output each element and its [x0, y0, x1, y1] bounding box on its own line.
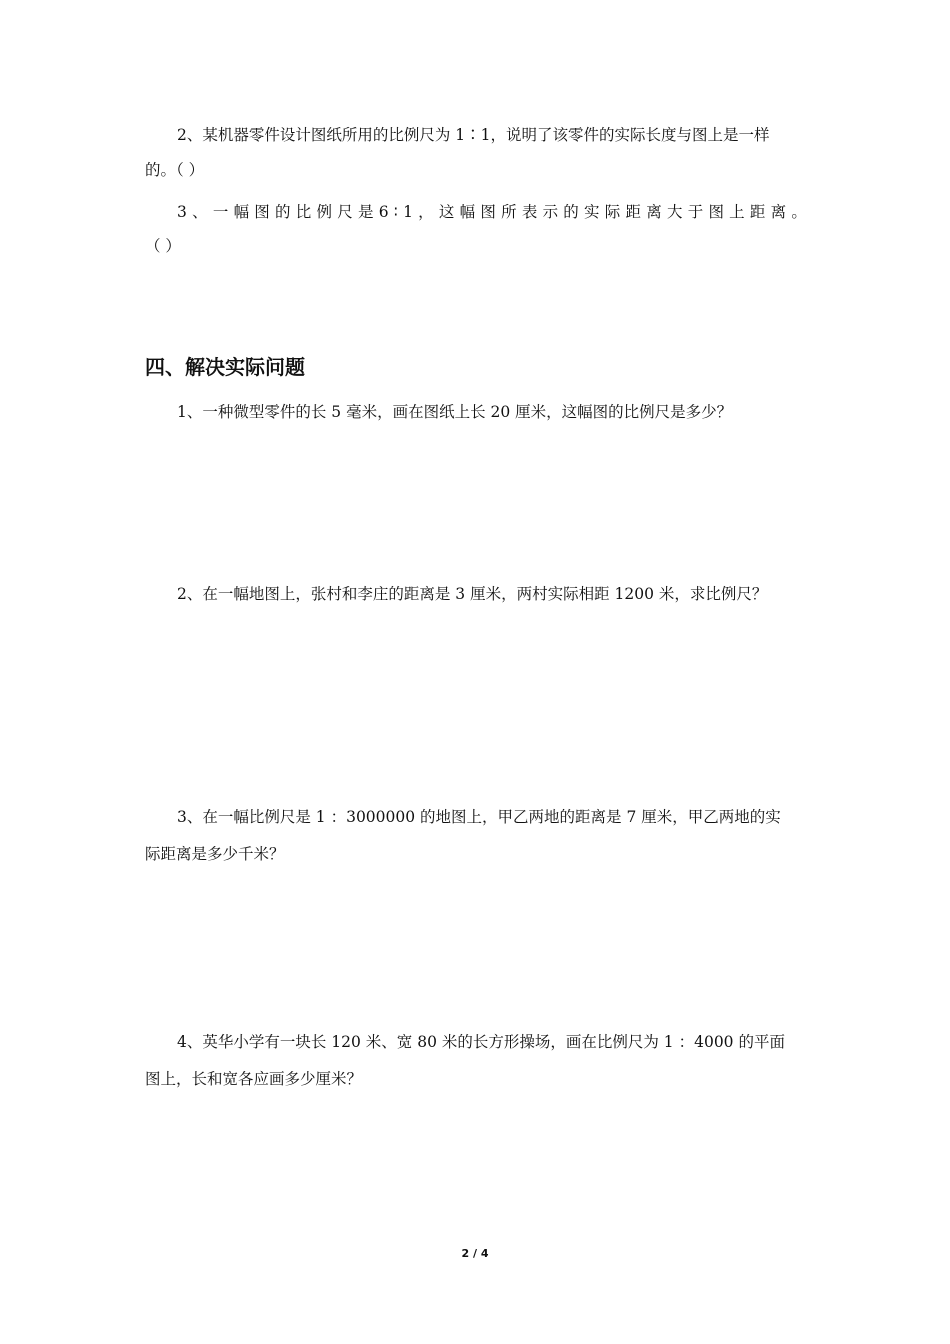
problem-4-line2: 图上，长和宽各应画多少厘米？ [145, 1070, 363, 1088]
problem-3-line2: 际距离是多少千米？ [145, 845, 285, 863]
judgment-q2-line1: 2、某机器零件设计图纸所用的比例尺为 1∶1，说明了该零件的实际长度与图上是一样 [177, 126, 770, 144]
problem-2: 2、在一幅地图上，张村和李庄的距离是 3 厘米，两村实际相距 1200 米，求比例尺？ [177, 585, 768, 603]
judgment-q3-line2: （ ） [145, 237, 181, 255]
problem-1: 1、一种微型零件的长 5 毫米，画在图纸上长 20 厘米，这幅图的比例尺是多少？ [177, 403, 733, 421]
problem-3-line1: 3、在一幅比例尺是 1 ：3000000 的地图上，甲乙两地的距离是 7 厘米，甲乙两地的实 [177, 808, 781, 826]
judgment-q2-line2: 的。（ ） [145, 161, 205, 179]
section-title: 四、解决实际问题 [145, 355, 305, 379]
judgment-q3-line1: 3 、 一 幅 图 的 比 例 尺 是 6 ∶ 1 ， 这 幅 图 所 表 示 的 实 际 距 离 大 于 图 上 距 离 。 [177, 203, 807, 221]
problem-4-line1: 4、英华小学有一块长 120 米、宽 80 米的长方形操场，画在比例尺为 1 ：4000 的平面 [177, 1033, 785, 1051]
page-number: 2 / 4 [461, 1247, 489, 1260]
